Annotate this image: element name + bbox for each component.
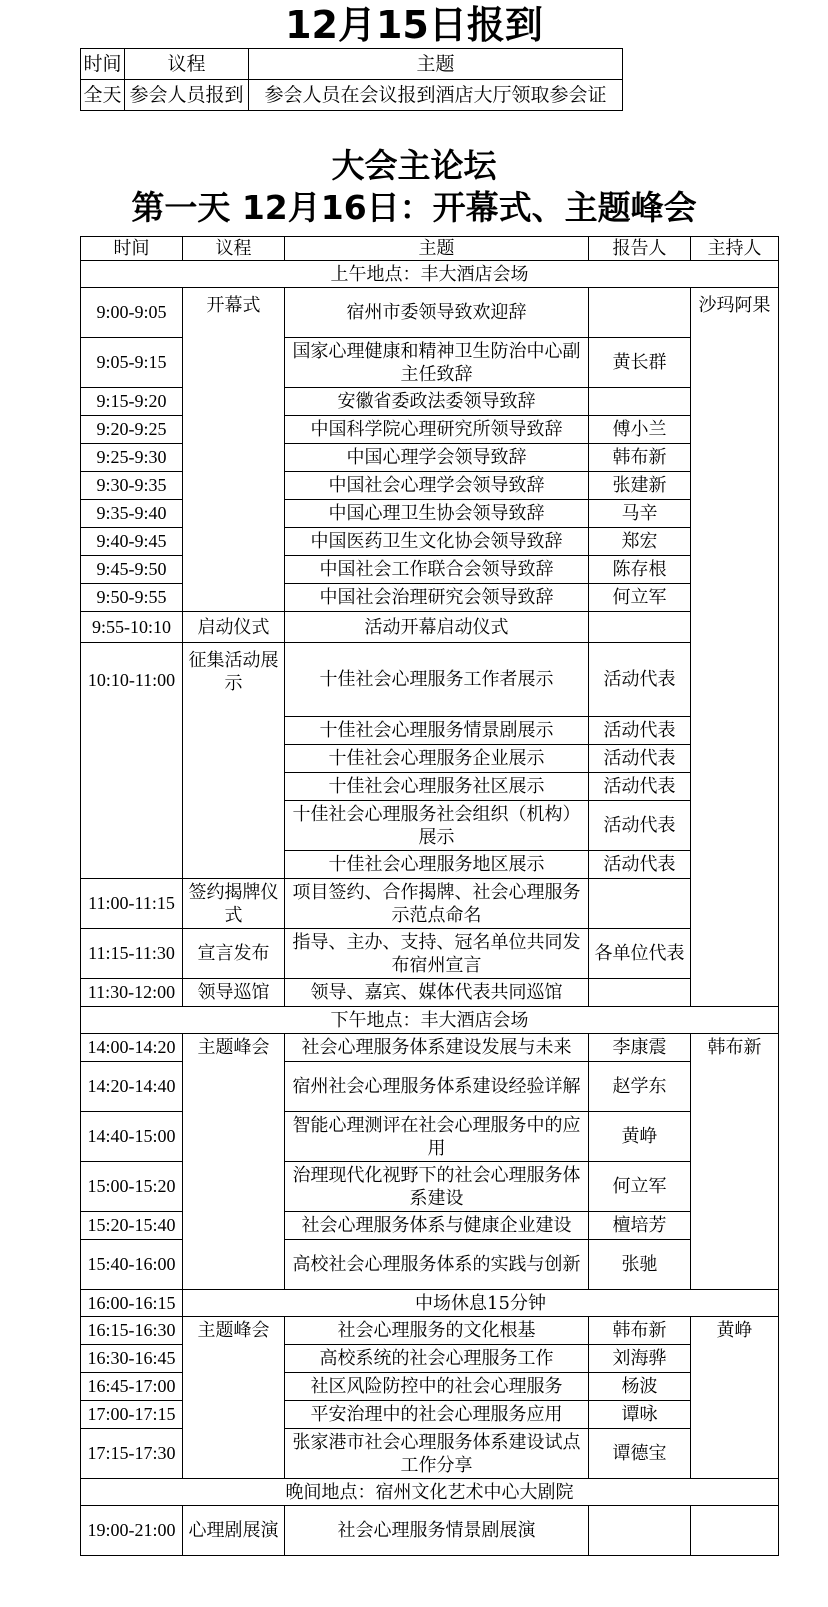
agenda-signing: 签约揭牌仪式: [183, 879, 285, 929]
agenda-summit-2: 主题峰会: [183, 1317, 285, 1479]
row-topic: 指导、主办、支持、冠名单位共同发布宿州宣言: [285, 929, 589, 979]
schedule-table: [80, 236, 779, 1556]
section-row-morning: [81, 261, 779, 288]
reg-agenda: 参会人员报到: [125, 80, 249, 111]
reg-time: 全天: [81, 80, 125, 111]
row-speaker: 活动代表: [589, 851, 691, 879]
row-speaker: [589, 979, 691, 1007]
row-topic: 社会心理服务的文化根基: [285, 1317, 589, 1345]
table-row: [81, 1506, 779, 1556]
row-time: 15:00-15:20: [81, 1162, 183, 1212]
agenda-declaration: 宣言发布: [183, 929, 285, 979]
forum-subtitle: 第一天 12月16日：开幕式、主题峰会: [131, 188, 697, 227]
host-afternoon-1: 韩布新: [691, 1034, 779, 1290]
break-topic: 中场休息15分钟: [183, 1290, 779, 1317]
row-topic: 项目签约、合作揭牌、社会心理服务示范点命名: [285, 879, 589, 929]
row-time: 15:40-16:00: [81, 1240, 183, 1290]
table-row: [81, 612, 779, 643]
row-topic: 中国科学院心理研究所领导致辞: [285, 416, 589, 444]
row-speaker: 陈存根: [589, 556, 691, 584]
row-topic: 活动开幕启动仪式: [285, 612, 589, 643]
reg-topic: 参会人员在会议报到酒店大厅领取参会证: [249, 80, 623, 111]
header-topic: 主题: [249, 49, 623, 80]
table-row: [81, 1034, 779, 1062]
row-topic: 社会心理服务体系与健康企业建设: [285, 1212, 589, 1240]
row-speaker: 活动代表: [589, 643, 691, 717]
agenda-launch: 启动仪式: [183, 612, 285, 643]
row-speaker: 黄长群: [589, 338, 691, 388]
header-time: 时间: [81, 49, 125, 80]
agenda-drama: 心理剧展演: [183, 1506, 285, 1556]
row-time: 9:40-9:45: [81, 528, 183, 556]
row-topic: 十佳社会心理服务工作者展示: [285, 643, 589, 717]
morning-venue: 上午地点：丰大酒店会场: [81, 261, 779, 288]
row-topic: 中国社会工作联合会领导致辞: [285, 556, 589, 584]
row-speaker: 活动代表: [589, 801, 691, 851]
row-time: 17:15-17:30: [81, 1429, 183, 1479]
row-speaker: 活动代表: [589, 745, 691, 773]
row-time: 17:00-17:15: [81, 1401, 183, 1429]
row-time: 16:15-16:30: [81, 1317, 183, 1345]
row-time: 9:15-9:20: [81, 388, 183, 416]
row-topic: 安徽省委政法委领导致辞: [285, 388, 589, 416]
row-speaker: 傅小兰: [589, 416, 691, 444]
row-speaker: 檀培芳: [589, 1212, 691, 1240]
row-speaker: [589, 612, 691, 643]
row-speaker: 谭咏: [589, 1401, 691, 1429]
header-time: 时间: [81, 237, 183, 261]
row-time: 9:30-9:35: [81, 472, 183, 500]
row-time: 10:10-11:00: [81, 643, 183, 879]
row-time: 14:40-15:00: [81, 1112, 183, 1162]
row-speaker: 黄峥: [589, 1112, 691, 1162]
row-speaker: [589, 288, 691, 338]
row-time: 9:20-9:25: [81, 416, 183, 444]
row-speaker: 刘海骅: [589, 1345, 691, 1373]
row-topic: 十佳社会心理服务情景剧展示: [285, 717, 589, 745]
row-topic: 领导、嘉宾、媒体代表共同巡馆: [285, 979, 589, 1007]
table-row: [81, 929, 779, 979]
row-speaker: 各单位代表: [589, 929, 691, 979]
table-row: [81, 288, 779, 338]
row-topic: 十佳社会心理服务社会组织（机构）展示: [285, 801, 589, 851]
header-agenda: 议程: [125, 49, 249, 80]
row-topic: 国家心理健康和精神卫生防治中心副主任致辞: [285, 338, 589, 388]
row-time: 14:20-14:40: [81, 1062, 183, 1112]
row-speaker: 何立军: [589, 584, 691, 612]
row-speaker: 张驰: [589, 1240, 691, 1290]
row-speaker: 韩布新: [589, 1317, 691, 1345]
registration-table: [80, 48, 623, 111]
row-time: 9:05-9:15: [81, 338, 183, 388]
row-time: 9:50-9:55: [81, 584, 183, 612]
row-topic: 十佳社会心理服务企业展示: [285, 745, 589, 773]
table-row: [81, 643, 779, 717]
row-speaker: 何立军: [589, 1162, 691, 1212]
header-agenda: 议程: [183, 237, 285, 261]
row-time: 11:00-11:15: [81, 879, 183, 929]
row-time: 9:35-9:40: [81, 500, 183, 528]
row-speaker: 郑宏: [589, 528, 691, 556]
row-topic: 平安治理中的社会心理服务应用: [285, 1401, 589, 1429]
row-host-empty: [691, 1506, 779, 1556]
registration-title: 12月15日报到: [285, 3, 543, 47]
row-time: 16:45-17:00: [81, 1373, 183, 1401]
header-speaker: 报告人: [589, 237, 691, 261]
row-topic: 中国心理学会领导致辞: [285, 444, 589, 472]
row-time: 9:55-10:10: [81, 612, 183, 643]
break-time: 16:00-16:15: [81, 1290, 183, 1317]
row-topic: 治理现代化视野下的社会心理服务体系建设: [285, 1162, 589, 1212]
agenda-opening: 开幕式: [183, 288, 285, 612]
agenda-showcase: 征集活动展示: [183, 643, 285, 879]
row-speaker: 活动代表: [589, 773, 691, 801]
row-time: 9:00-9:05: [81, 288, 183, 338]
row-time: 11:15-11:30: [81, 929, 183, 979]
row-time: 9:25-9:30: [81, 444, 183, 472]
row-time: 16:30-16:45: [81, 1345, 183, 1373]
row-time: 11:30-12:00: [81, 979, 183, 1007]
row-topic: 社会心理服务情景剧展演: [285, 1506, 589, 1556]
row-topic: 宿州社会心理服务体系建设经验详解: [285, 1062, 589, 1112]
table-row: [81, 979, 779, 1007]
row-topic: 张家港市社会心理服务体系建设试点工作分享: [285, 1429, 589, 1479]
section-row-evening: [81, 1479, 779, 1506]
agenda-summit-1: 主题峰会: [183, 1034, 285, 1290]
table-header-row: [81, 49, 623, 80]
section-row-afternoon: [81, 1007, 779, 1034]
row-topic: 十佳社会心理服务地区展示: [285, 851, 589, 879]
row-topic: 宿州市委领导致欢迎辞: [285, 288, 589, 338]
host-afternoon-2: 黄峥: [691, 1317, 779, 1479]
row-topic: 社会心理服务体系建设发展与未来: [285, 1034, 589, 1062]
host-morning: 沙玛阿果: [691, 288, 779, 1007]
row-topic: 中国社会心理学会领导致辞: [285, 472, 589, 500]
row-speaker: 李康震: [589, 1034, 691, 1062]
row-speaker: 马辛: [589, 500, 691, 528]
row-topic: 十佳社会心理服务社区展示: [285, 773, 589, 801]
row-speaker: 韩布新: [589, 444, 691, 472]
table-header-row: [81, 237, 779, 261]
row-time: 19:00-21:00: [81, 1506, 183, 1556]
table-row: [81, 879, 779, 929]
header-topic: 主题: [285, 237, 589, 261]
table-row: [81, 80, 623, 111]
row-topic: 高校社会心理服务体系的实践与创新: [285, 1240, 589, 1290]
header-host: 主持人: [691, 237, 779, 261]
row-topic: 中国心理卫生协会领导致辞: [285, 500, 589, 528]
row-speaker: [589, 879, 691, 929]
row-time: 14:00-14:20: [81, 1034, 183, 1062]
row-speaker: [589, 388, 691, 416]
table-row: [81, 1317, 779, 1345]
row-topic: 智能心理测评在社会心理服务中的应用: [285, 1112, 589, 1162]
forum-title: 大会主论坛: [331, 146, 497, 185]
row-time: 9:45-9:50: [81, 556, 183, 584]
row-speaker: 谭德宝: [589, 1429, 691, 1479]
row-topic: 高校系统的社会心理服务工作: [285, 1345, 589, 1373]
row-speaker: 杨波: [589, 1373, 691, 1401]
row-topic: 中国社会治理研究会领导致辞: [285, 584, 589, 612]
row-time: 15:20-15:40: [81, 1212, 183, 1240]
row-speaker: [589, 1506, 691, 1556]
row-speaker: 张建新: [589, 472, 691, 500]
afternoon-venue: 下午地点：丰大酒店会场: [81, 1007, 779, 1034]
row-speaker: 活动代表: [589, 717, 691, 745]
row-topic: 中国医药卫生文化协会领导致辞: [285, 528, 589, 556]
table-row-break: [81, 1290, 779, 1317]
row-topic: 社区风险防控中的社会心理服务: [285, 1373, 589, 1401]
agenda-tour: 领导巡馆: [183, 979, 285, 1007]
row-speaker: 赵学东: [589, 1062, 691, 1112]
evening-venue: 晚间地点：宿州文化艺术中心大剧院: [81, 1479, 779, 1506]
